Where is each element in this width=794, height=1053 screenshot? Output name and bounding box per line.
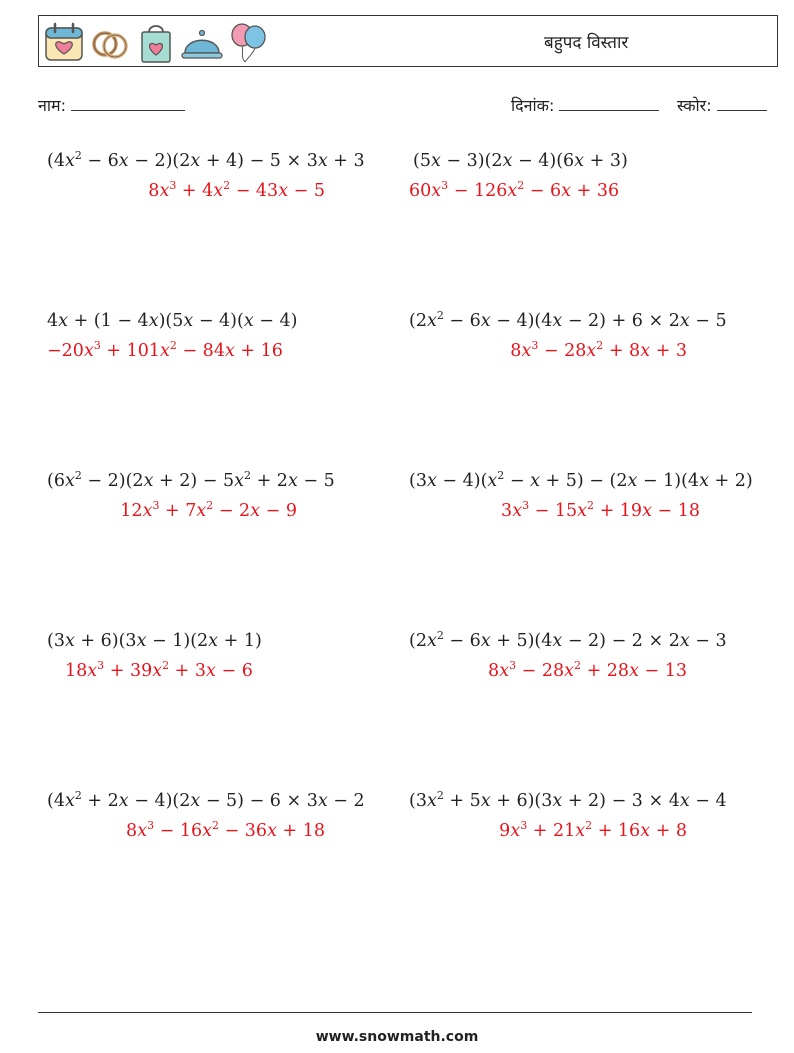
wedding-rings-icon	[89, 20, 131, 64]
serving-cloche-icon	[181, 20, 223, 64]
calendar-heart-icon	[43, 20, 85, 64]
footer-url: www.snowmath.com	[315, 1029, 479, 1045]
problem-1-answer: $8x^3 + 4x^2 - 43x - 5$	[148, 179, 325, 201]
problem-3-answer: $-20x^3 + 101x^2 - 84x + 16$	[47, 339, 283, 361]
worksheet-title: बहुपद विस्तार	[544, 33, 629, 53]
date-label: दिनांक:	[511, 96, 555, 115]
header-icons	[43, 20, 269, 64]
problem-8-answer: $8x^3 - 28x^2 + 28x - 13$	[488, 659, 687, 681]
problem-2-answer: $60x^3 - 126x^2 - 6x + 36$	[409, 179, 620, 201]
date-blank[interactable]	[559, 96, 659, 111]
date-field	[511, 94, 659, 116]
problem-9-question: $(4x^2 + 2x - 4)(2x - 5) - 6 \times 3x - 2$	[47, 789, 365, 811]
problem-10-question: $(3x^2 + 5x + 6)(3x + 2) - 3 \times 4x - 4$	[409, 789, 727, 811]
score-blank[interactable]	[717, 96, 767, 111]
problem-10-answer: $9x^3 + 21x^2 + 16x + 8$	[499, 819, 687, 841]
problem-7-question: (3x + 6)(3x − 1)(2x + 1)	[47, 631, 262, 651]
problem-4-answer: $8x^3 - 28x^2 + 8x + 3$	[510, 339, 687, 361]
problem-3-question: 4x + (1 − 4x)(5x − 4)(x − 4)	[47, 311, 298, 331]
header-box	[38, 15, 778, 67]
name-blank[interactable]	[71, 96, 185, 111]
problem-9-answer: $8x^3 - 16x^2 - 36x + 18$	[126, 819, 325, 841]
name-field	[38, 94, 185, 116]
balloons-icon	[227, 20, 269, 64]
problem-5-question: $(6x^2 - 2)(2x + 2) - 5x^2 + 2x - 5$	[47, 469, 335, 491]
score-field	[677, 94, 767, 116]
problem-6-answer: $3x^3 - 15x^2 + 19x - 18$	[501, 499, 700, 521]
problem-2-question: (5x − 3)(2x − 4)(6x + 3)	[413, 151, 628, 171]
gift-bag-icon	[135, 20, 177, 64]
problem-4-question: $(2x^2 - 6x - 4)(4x - 2) + 6 \times 2x - 5$	[409, 309, 727, 331]
footer-divider	[38, 1012, 752, 1013]
problem-1-question: $(4x^2 - 6x - 2)(2x + 4) - 5 \times 3x + 3$	[47, 149, 365, 171]
problem-5-answer: $12x^3 + 7x^2 - 2x - 9$	[120, 499, 297, 521]
problem-8-question: $(2x^2 - 6x + 5)(4x - 2) - 2 \times 2x - 3$	[409, 629, 727, 651]
name-label: नाम:	[38, 96, 66, 115]
score-label: स्कोर:	[677, 96, 712, 115]
problem-7-answer: $18x^3 + 39x^2 + 3x - 6$	[65, 659, 253, 681]
problem-6-question: $(3x - 4)(x^2 - x + 5) - (2x - 1)(4x + 2)$	[409, 469, 753, 491]
